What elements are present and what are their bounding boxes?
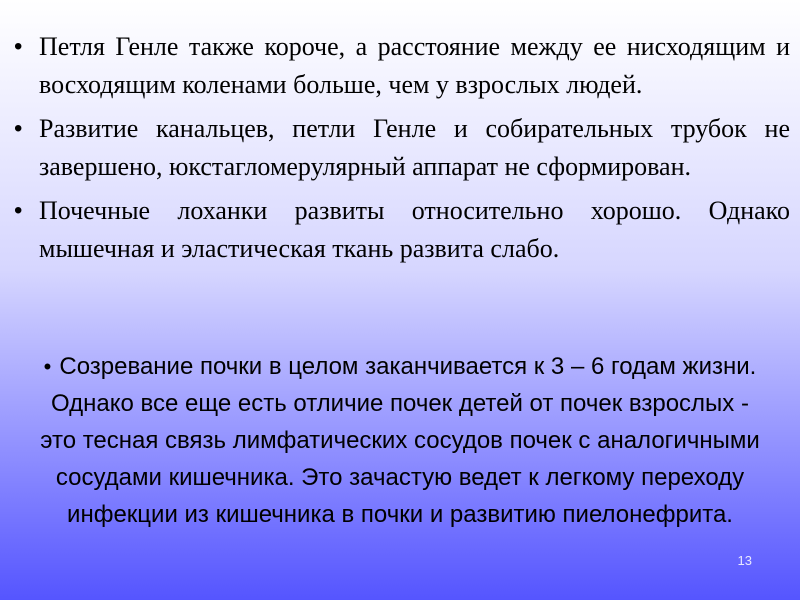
bullet-marker: • [43,354,52,379]
bullet-item: • Почечные лоханки развиты относительно хорошо. Однако мышечная и эластическая ткань развита слабо. [12,192,790,268]
page-number: 13 [737,553,752,568]
bullet-list [12,28,790,274]
final-paragraph [30,348,770,533]
final-paragraph-text: Созревание почки в целом заканчивается к 3 – 6 годам жизни. Однако все еще есть отличие почек детей от почек взрослых - это тесная связь лимфатических сосудов почек с аналогичными сосудами кишечника. Это зачастую ведет к легкому переходу инфекции из кишечника в почки и развитию пиелонефрита. [40,353,760,528]
bullet-item: • Петля Генле также короче, а расстояние между ее нисходящим и восходящим коленами больше, чем у взрослых людей. [12,28,790,104]
bullet-item: • Развитие канальцев, петли Генле и собирательных трубок не завершено, юкстагломерулярный аппарат не сформирован. [12,110,790,186]
